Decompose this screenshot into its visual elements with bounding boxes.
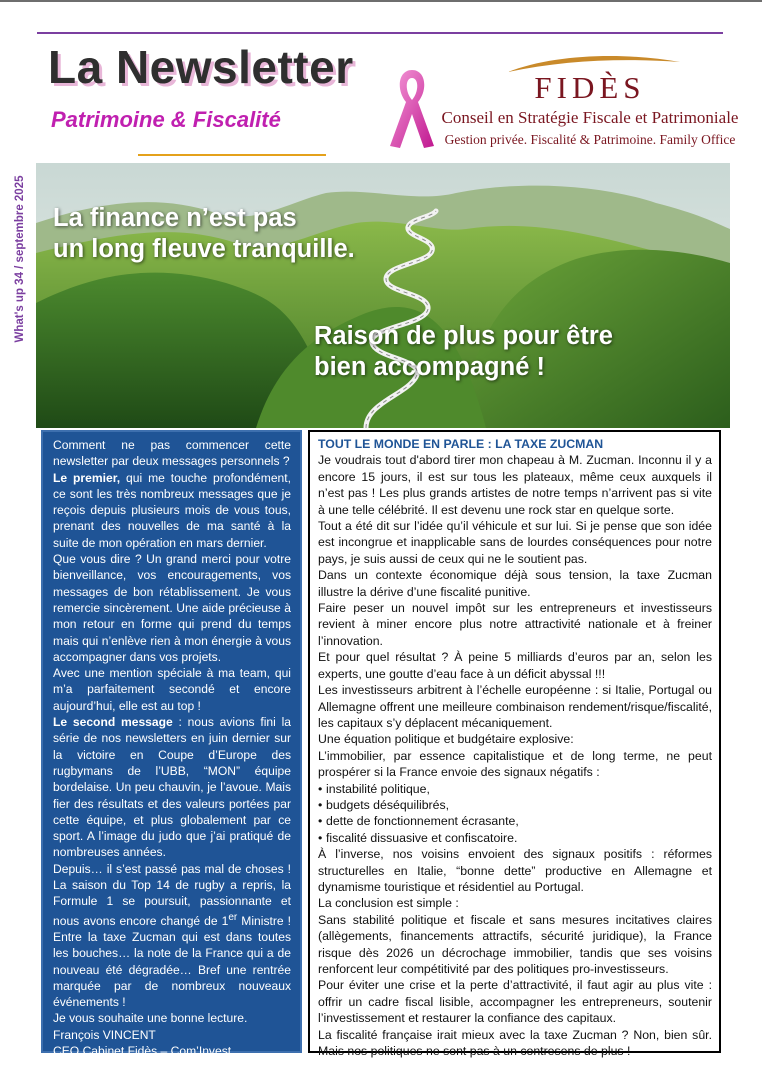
article-bullet-list (318, 781, 712, 847)
article-paragraph: Et pour quel résultat ? À peine 5 milliards d’euros par an, selon les experts, une goutte d’eau face à un déficit abyssal !!! (318, 650, 712, 681)
fides-logo (440, 52, 740, 172)
article-paragraph: Faire peser un nouvel impôt sur les entrepreneurs et investisseurs revient à miner encore plus notre attractivité nationale et à freiner l’innovation. (318, 601, 712, 648)
article-paragraph: L’immobilier, par essence capitalistique et de long terme, ne peut prospérer si la France envoie des signaux négatifs : (318, 748, 712, 780)
editorial-paragraph (53, 861, 291, 1011)
article-paragraph: Une équation politique et budgétaire explosive: (318, 732, 574, 747)
article-body-top (318, 452, 712, 780)
editorial-paragraph (53, 714, 291, 861)
editorial-closing: Je vous souhaite une bonne lecture. (53, 1011, 248, 1026)
signature-role: CEO Cabinet Fidès – Com’Invest (53, 1044, 232, 1059)
hero-subheadline-line1: Raison de plus pour être (314, 322, 613, 350)
article-body-bottom (318, 846, 712, 1059)
article-title: TOUT LE MONDE EN PARLE : LA TAXE ZUCMAN (318, 437, 604, 451)
gold-rule (138, 154, 326, 156)
hero-headline-line2: un long fleuve tranquille. (53, 235, 355, 263)
article-paragraph: Pour éviter une crise et la perte d’attractivité, il faut agir au plus vite : offrir un cadre fiscal lisible, accompagner les entrepreneurs, soutenir l’investissement et restaurer la confiance des capitaux. (318, 978, 712, 1026)
article-paragraph: À l’inverse, nos voisins envoient des signaux positifs : réformes structurelles en Italie, “bonne dette” productive en Allemagne et dynamisme touristique et résidentiel au Portugal. (318, 847, 712, 894)
editorial-paragraph: Que vous dire ? Un grand merci pour votre bienveillance, vos encouragements, vos messages de bon rétablissement. Je vous remercie sincèrement. Une aide précieuse à mon retour en forme qui prend du temps mais qui n’enlève rien à mon énergie à vous accompagner dans vos projets. (53, 552, 291, 664)
editorial-text: : nous avions fini la série de nos newsletters en juin dernier sur la victoire en Coupe d’Europe des rugbymans de l’UBB, “MON” équipe bordelaise. Un peu chauvin, je l’avoue. Mais fier des résultats et des valeurs portées par cette équipe, et plus globalement par ce sport. A l’image du judo que j’ai pratiqué de nombreuses années. (53, 715, 292, 860)
editorial-emphasis: Le second message (53, 715, 173, 730)
article-paragraph: La fiscalité française irait mieux avec la taxe Zucman ? Non, bien sûr. Mais nos politiques ne sont pas à un contresens de plus ! (318, 1027, 712, 1059)
article-bullet-item (318, 813, 712, 829)
logo-name: FIDÈS (534, 70, 646, 105)
hero-subheadline (314, 321, 613, 383)
signature-name: François VINCENT (53, 1027, 156, 1042)
hero-headline-line1: La finance n’est pas (53, 204, 297, 232)
editorial-paragraph: Comment ne pas commencer cette newsletter par deux messages personnels ? (53, 438, 291, 469)
newsletter-title: La Newsletter (48, 41, 354, 93)
article-paragraph: Dans un contexte économique déjà sous tension, la taxe Zucman illustre la dérive d’une fiscalité punitive. (318, 568, 712, 599)
top-border (0, 0, 762, 2)
article-box (308, 430, 721, 1059)
bullet-icon: • (318, 781, 323, 796)
article-bullet-item (318, 781, 712, 797)
hero-subheadline-line2: bien accompagné ! (314, 353, 545, 381)
pink-ribbon-icon (384, 62, 440, 152)
article-bullet-item (318, 830, 712, 846)
editorial-paragraph: Avec une mention spéciale à ma team, qui m’a parfaitement secondé et encore aujourd’hui, elle est au top ! (53, 666, 291, 713)
article-bullet-item (318, 797, 712, 813)
logo-tagline: Conseil en Stratégie Fiscale et Patrimoniale (441, 108, 739, 127)
logo-services: Gestion privée. Fiscalité & Patrimoine. Family Office (444, 132, 736, 147)
bullet-icon: • (318, 797, 323, 812)
article-paragraph: Sans stabilité politique et fiscale et sans mesures incitatives claires (allègements, financements attractifs, sécurité juridique), la France risque dès 2026 un décrochage immobilier, tandis que ses voisins renforcent leur compétitivité par des politiques pro-investisseurs. (318, 912, 712, 976)
article-paragraph: La conclusion est simple : (318, 896, 459, 911)
bullet-icon: • (318, 814, 323, 829)
newsletter-subtitle: Patrimoine & Fiscalité (51, 107, 281, 132)
editorial-box (41, 430, 302, 1059)
editorial-emphasis: Le premier, (53, 470, 121, 485)
bullet-text: budgets déséquilibrés, (326, 797, 450, 812)
bullet-text: instabilité politique, (326, 781, 430, 796)
editorial-text: Ministre ! Entre la taxe Zucman qui est dans toutes les bouches… la note de la France qui a de nouveau été dégradée… Bref une rentrée marquée par de nombreux nouveaux événements ! (53, 913, 291, 1010)
hero-headline (53, 203, 355, 265)
article-paragraph: Tout a été dit sur l’idée qu’il véhicule et sur lui. Si je pense que son idée est incongrue et inapplicable sans de lourdes conséquences pour notre pays, je suis aussi de ceux qui ne le soutient pas. (318, 519, 712, 566)
editorial-text: Depuis… il s’est passé pas mal de choses ! La saison du Top 14 de rugby a repris, la Formule 1 se poursuit, passionnante et nous avons encore changé de 1 (53, 861, 291, 928)
header-rule (37, 32, 723, 34)
bullet-icon: • (318, 830, 323, 845)
bullet-text: fiscalité dissuasive et confiscatoire. (326, 830, 518, 845)
article-paragraph: Je voudrais tout d'abord tirer mon chapeau à M. Zucman. Inconnu il y a encore 15 jours, il est sur tous les plateaux, même ceux auxquels il n’est pas ! Les plus grands artistes de notre temps n’arrivent pas si vite à une telle célébrité. Il est devenu une rock star en quelque sorte. (318, 453, 712, 517)
issue-label-text: What's up 34 / septembre 2025 (14, 175, 26, 343)
editorial-paragraph (53, 470, 291, 551)
hero-banner (36, 163, 730, 428)
article-paragraph: Les investisseurs arbitrent à l’échelle européenne : si Italie, Portugal ou Allemagne offrent une meilleure combinaison rendement/risque/fiscalité, les capitaux s’y déplacent mécaniquement. (318, 683, 712, 730)
editorial-text: qui me touche profondément, ce sont les très nombreux messages que je reçois depuis plusieurs mois de vous tous, prenant des nouvelles de ma santé à la suite de mon opération en mars dernier. (53, 470, 291, 550)
editorial-superscript: er (228, 911, 238, 923)
bullet-text: dette de fonctionnement écrasante, (326, 814, 519, 829)
issue-label (5, 166, 35, 352)
